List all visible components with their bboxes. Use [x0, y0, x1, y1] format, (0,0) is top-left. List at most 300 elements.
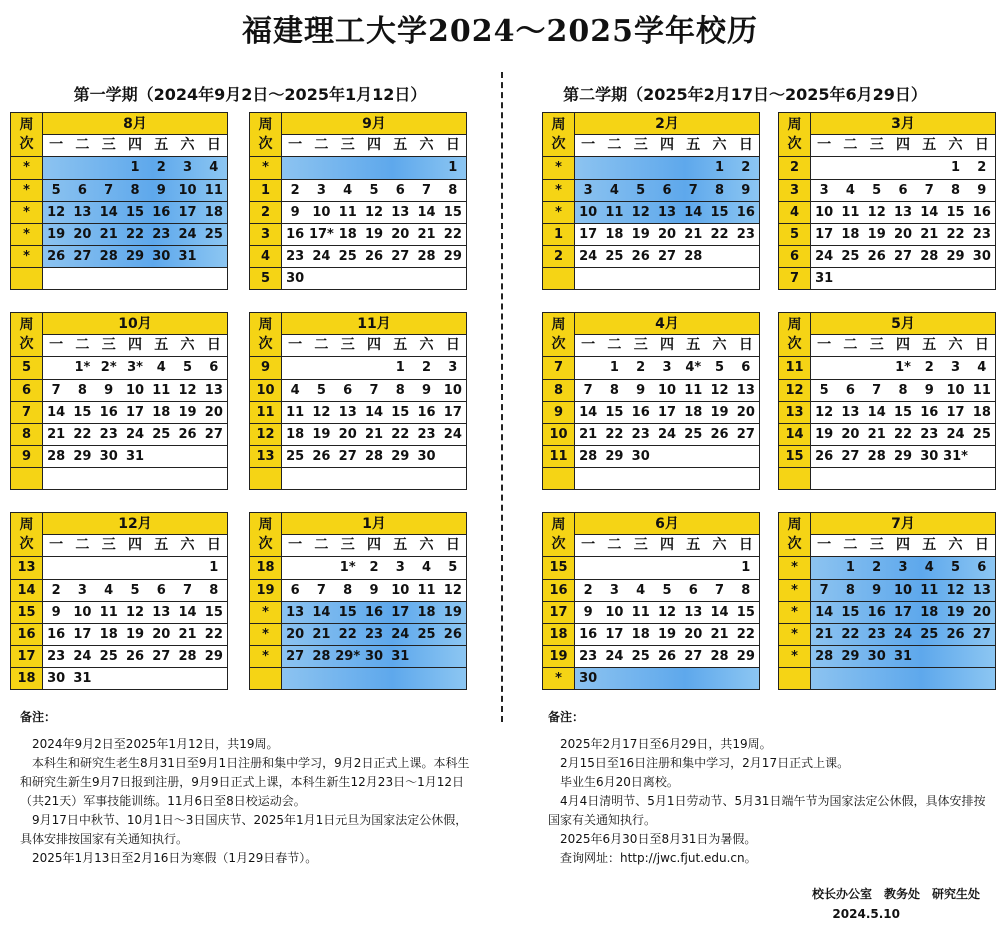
day-cell: 26 [312, 449, 331, 464]
month-calendar [10, 312, 228, 490]
day-cell: 10 [73, 605, 92, 620]
day-cell: 11 [417, 583, 436, 598]
week-row [779, 357, 995, 379]
day-cell: 14 [364, 405, 384, 420]
week-number: 12 [779, 380, 811, 401]
semester-2-title: 第二学期（2025年2月17日～2025年6月29日） [563, 85, 927, 104]
day-cell [837, 357, 863, 379]
week-number: 17 [11, 646, 43, 667]
day-cell: 27 [286, 649, 305, 664]
day-cell: 28 [867, 449, 886, 464]
day-cell: 29 [736, 649, 755, 664]
week-number: 15 [543, 557, 575, 579]
day-cell: 28 [312, 649, 331, 664]
day-cell: 3 [951, 360, 961, 375]
day-cell: 5 [872, 183, 882, 198]
week-row [250, 445, 466, 467]
day-cell: 4 [609, 183, 619, 198]
week-row [250, 401, 466, 423]
weekday-name: 六 [948, 137, 963, 153]
day-cell: 5 [316, 383, 326, 398]
day-cell: 13 [391, 205, 410, 220]
day-cell: 30 [920, 449, 939, 464]
day-cell: 1* [895, 360, 911, 375]
day-cell: 23 [47, 649, 66, 664]
weekday-name: 一 [288, 537, 303, 553]
day-cell: 10 [579, 205, 598, 220]
day-cell [733, 246, 759, 267]
day-cell: 11 [99, 605, 118, 620]
day-cell: 5 [819, 383, 829, 398]
day-cell: 9 [583, 605, 593, 620]
day-cell [942, 268, 968, 289]
weekday-name: 一 [581, 137, 596, 153]
day-cell: 8 [130, 183, 140, 198]
day-cell: 3 [609, 583, 619, 598]
weekday-name: 一 [817, 337, 832, 353]
weekday-name: 二 [314, 137, 329, 153]
day-cell: 18 [972, 405, 991, 420]
week-number-label [11, 113, 43, 156]
day-cell [148, 268, 174, 289]
day-cell: 14 [920, 205, 939, 220]
weekday-name: 四 [127, 137, 142, 153]
day-cell: 25 [152, 427, 171, 442]
day-cell: 19 [657, 627, 677, 642]
day-cell: 3* [127, 360, 143, 375]
day-cell: 9 [156, 183, 166, 198]
day-cell: 24 [893, 627, 913, 642]
day-cell: 20 [657, 227, 677, 242]
day-cell [282, 668, 308, 689]
week-row [250, 179, 466, 201]
day-cell: 25 [286, 449, 305, 464]
day-cell: 3 [898, 560, 908, 575]
week-row [11, 667, 227, 689]
day-cell [361, 468, 387, 489]
week-row [543, 557, 759, 579]
day-cell [811, 557, 837, 579]
weekday-name: 一 [49, 537, 64, 553]
week-row [11, 179, 227, 201]
day-cell: 6 [662, 183, 672, 198]
day-cell: 18 [841, 227, 860, 242]
day-cell: 31 [391, 649, 410, 664]
day-cell: 21 [815, 627, 834, 642]
day-cell: 27 [73, 249, 92, 264]
day-cell: 28 [684, 249, 703, 264]
day-cell: 28 [710, 649, 729, 664]
day-cell [335, 268, 361, 289]
week-number: * [11, 180, 43, 201]
month-calendar [249, 512, 467, 690]
day-cell: 12 [815, 405, 834, 420]
weekday-name: 三 [633, 137, 648, 153]
day-cell: 12 [125, 605, 145, 620]
week-row [543, 601, 759, 623]
weekday-header [43, 335, 227, 356]
week-number-label [779, 513, 811, 556]
day-cell: 31 [893, 649, 913, 664]
week-row [779, 201, 995, 223]
day-cell: 14 [684, 205, 703, 220]
day-cell: 7 [104, 183, 114, 198]
week-number: * [250, 602, 282, 623]
day-cell: 5 [369, 183, 379, 198]
day-cell: 6 [845, 383, 855, 398]
week-number [779, 468, 811, 489]
weekday-name: 日 [206, 337, 221, 353]
day-cell [96, 157, 122, 179]
week-row [543, 357, 759, 379]
day-cell: 11 [631, 605, 650, 620]
day-cell: 8 [609, 383, 619, 398]
day-cell: 24 [946, 427, 965, 442]
weekday-name: 六 [712, 137, 727, 153]
day-cell: 7 [688, 183, 698, 198]
note-paragraph: 毕业生6月20日离校。 [560, 775, 679, 789]
day-cell: 29 [443, 249, 462, 264]
weekday-name: 三 [101, 337, 116, 353]
day-cell: 4 [977, 360, 987, 375]
day-cell: 26 [178, 427, 197, 442]
day-cell: 24 [443, 427, 462, 442]
day-cell: 13 [338, 405, 357, 420]
week-label-char: 次 [551, 535, 566, 552]
day-cell: 25 [99, 649, 118, 664]
day-cell: 21 [99, 227, 118, 242]
day-cell: 28 [920, 249, 939, 264]
month-header [779, 113, 995, 157]
day-cell: 23 [972, 227, 991, 242]
day-cell: 8 [845, 583, 855, 598]
week-row [779, 467, 995, 489]
month-header [543, 313, 759, 357]
week-label-char: 周 [258, 116, 273, 133]
day-cell [201, 446, 227, 467]
day-cell: 5 [130, 583, 140, 598]
month-calendar [249, 312, 467, 490]
month-header [250, 113, 466, 157]
week-label-char: 次 [19, 535, 34, 552]
day-cell: 14 [815, 605, 834, 620]
day-cell [864, 157, 890, 179]
weekday-name: 六 [948, 537, 963, 553]
day-cell: 15 [73, 405, 92, 420]
day-cell: 1 [130, 160, 140, 175]
week-number: 5 [250, 268, 282, 289]
day-cell: 21 [867, 427, 886, 442]
day-cell: 17 [391, 605, 410, 620]
day-cell [811, 668, 837, 689]
week-number: 9 [543, 402, 575, 423]
month-name: 7月 [811, 513, 995, 535]
weekday-name: 五 [686, 337, 701, 353]
day-cell: 14 [867, 405, 886, 420]
day-cell [96, 268, 122, 289]
weekday-name: 日 [738, 537, 753, 553]
weekday-name: 六 [180, 137, 195, 153]
day-cell: 12 [946, 583, 965, 598]
day-cell: 25 [841, 249, 860, 264]
day-cell [201, 468, 227, 489]
day-cell: 22 [736, 627, 755, 642]
day-cell: 30 [47, 671, 66, 686]
day-cell: 24 [178, 227, 197, 242]
week-number: * [779, 624, 811, 645]
day-cell [387, 157, 413, 179]
day-cell: 11 [152, 383, 171, 398]
day-cell [628, 468, 654, 489]
semester-divider [501, 72, 503, 722]
day-cell: 23 [736, 227, 755, 242]
day-cell [601, 668, 627, 689]
day-cell: 8 [715, 183, 725, 198]
day-cell [282, 357, 308, 379]
weekday-name: 日 [206, 137, 221, 153]
day-cell: 26 [443, 627, 462, 642]
weekday-name: 五 [393, 537, 408, 553]
day-cell [680, 446, 706, 467]
week-number [543, 268, 575, 289]
day-cell: 9 [872, 583, 882, 598]
weekday-name: 六 [948, 337, 963, 353]
day-cell: 17 [893, 605, 913, 620]
day-cell: 2 [583, 583, 593, 598]
day-cell [69, 557, 95, 579]
week-number: 14 [11, 580, 43, 601]
day-cell: 13 [286, 605, 305, 620]
day-cell [706, 446, 732, 467]
day-cell: 21 [920, 227, 939, 242]
weekday-name: 六 [712, 537, 727, 553]
week-number [11, 468, 43, 489]
day-cell: 1 [845, 560, 855, 575]
day-cell: 25 [631, 649, 650, 664]
weekday-name: 四 [366, 137, 381, 153]
day-cell: 24 [815, 249, 834, 264]
day-cell: 22 [710, 227, 729, 242]
day-cell [706, 668, 732, 689]
weekday-name: 一 [581, 537, 596, 553]
week-row [543, 223, 759, 245]
day-cell [440, 446, 466, 467]
day-cell: 2 [51, 583, 61, 598]
month-header [250, 513, 466, 557]
day-cell: 2 [290, 183, 300, 198]
week-number: 4 [779, 202, 811, 223]
weekday-name: 三 [869, 337, 884, 353]
note-paragraph: 2月15日至16日注册和集中学习，2月17日正式上课。 [560, 756, 850, 770]
day-cell: 1 [448, 160, 458, 175]
day-cell: 13 [204, 383, 223, 398]
day-cell [942, 468, 968, 489]
day-cell: 7 [316, 583, 326, 598]
day-cell [440, 268, 466, 289]
day-cell [122, 557, 148, 579]
day-cell: 10 [178, 183, 197, 198]
day-cell: 28 [417, 249, 436, 264]
day-cell [916, 646, 942, 667]
day-cell [335, 468, 361, 489]
week-row [779, 623, 995, 645]
week-label-char: 次 [258, 335, 273, 352]
day-cell [890, 157, 916, 179]
day-cell: 29 [946, 249, 965, 264]
weekday-header [282, 335, 466, 356]
weekday-name: 二 [607, 137, 622, 153]
day-cell [916, 268, 942, 289]
week-row [11, 579, 227, 601]
day-cell: 23 [152, 227, 171, 242]
day-cell [43, 357, 69, 379]
day-cell: 13 [657, 205, 677, 220]
week-number: 2 [779, 157, 811, 179]
day-cell: 27 [391, 249, 410, 264]
day-cell: 8 [448, 183, 458, 198]
week-number-label [543, 313, 575, 356]
day-cell: 17 [125, 405, 145, 420]
day-cell: 8 [77, 383, 87, 398]
weekday-name: 二 [607, 337, 622, 353]
day-cell [628, 557, 654, 579]
weekday-name: 五 [686, 137, 701, 153]
week-row [250, 579, 466, 601]
week-number: * [11, 224, 43, 245]
day-cell: 8 [898, 383, 908, 398]
weekday-name: 三 [340, 537, 355, 553]
day-cell: 15 [841, 605, 860, 620]
day-cell [174, 468, 200, 489]
day-cell: 8 [951, 183, 961, 198]
day-cell: 3 [183, 160, 193, 175]
day-cell: 16 [631, 405, 650, 420]
day-cell [361, 268, 387, 289]
day-cell [440, 468, 466, 489]
weekday-name: 日 [206, 537, 221, 553]
day-cell: 6 [395, 183, 405, 198]
day-cell: 20 [204, 405, 223, 420]
day-cell: 9 [290, 205, 300, 220]
day-cell [148, 668, 174, 689]
day-cell: 10 [657, 383, 677, 398]
week-row [11, 223, 227, 245]
week-number: 10 [250, 380, 282, 401]
weekday-name: 日 [738, 137, 753, 153]
day-cell: 16 [47, 627, 66, 642]
week-row [543, 667, 759, 689]
week-number: * [250, 646, 282, 667]
weekday-name: 三 [633, 337, 648, 353]
week-number: 2 [250, 202, 282, 223]
day-cell [575, 468, 601, 489]
day-cell: 23 [920, 427, 939, 442]
week-number: 11 [543, 446, 575, 467]
weekday-name: 五 [393, 337, 408, 353]
weekday-name: 一 [288, 337, 303, 353]
week-number: 15 [11, 602, 43, 623]
day-cell: 24 [391, 627, 410, 642]
day-cell: 6 [898, 183, 908, 198]
week-label-char: 次 [19, 135, 34, 152]
day-cell: 15 [736, 605, 755, 620]
week-number: * [11, 157, 43, 179]
day-cell [601, 468, 627, 489]
day-cell: 16 [736, 205, 755, 220]
day-cell: 4 [422, 560, 432, 575]
week-number [543, 468, 575, 489]
day-cell: 16 [364, 605, 384, 620]
weekday-header [43, 535, 227, 556]
week-number: * [543, 180, 575, 201]
day-cell: 29* [335, 649, 361, 664]
day-cell: 23 [286, 249, 305, 264]
day-cell [942, 646, 968, 667]
day-cell: 21 [312, 627, 331, 642]
day-cell: 25 [684, 427, 703, 442]
weekday-name: 六 [419, 537, 434, 553]
weekday-name: 一 [817, 537, 832, 553]
week-row [779, 401, 995, 423]
day-cell: 11 [338, 205, 357, 220]
day-cell [601, 157, 627, 179]
weekday-header [575, 135, 759, 156]
day-cell: 2 [422, 360, 432, 375]
day-cell: 19 [178, 405, 197, 420]
week-number: * [543, 202, 575, 223]
day-cell: 9 [422, 383, 432, 398]
day-cell: 10 [391, 583, 410, 598]
month-name: 3月 [811, 113, 995, 135]
day-cell: 5 [951, 560, 961, 575]
day-cell [122, 468, 148, 489]
day-cell: 7 [183, 583, 193, 598]
weekday-name: 日 [974, 337, 989, 353]
weekday-name: 日 [445, 137, 460, 153]
weekday-name: 一 [49, 137, 64, 153]
week-row [779, 667, 995, 689]
day-cell: 9 [977, 183, 987, 198]
month-calendar [249, 112, 467, 290]
day-cell: 26 [364, 249, 384, 264]
day-cell: 21 [364, 427, 384, 442]
day-cell: 22 [73, 427, 92, 442]
day-cell [361, 668, 387, 689]
week-row [779, 267, 995, 289]
day-cell [413, 268, 439, 289]
day-cell [706, 557, 732, 579]
week-number: * [11, 246, 43, 267]
day-cell: 1* [339, 560, 356, 575]
week-label-char: 次 [787, 535, 802, 552]
week-row [779, 645, 995, 667]
notes-semester-1 [20, 708, 475, 868]
weekday-name: 五 [154, 537, 169, 553]
day-cell: 23 [631, 427, 650, 442]
note-paragraph: 4月4日清明节、5月1日劳动节、5月31日端午节为国家法定公休假，具体安排按国家有关通知执行。 [548, 794, 986, 827]
weekday-name: 一 [581, 337, 596, 353]
week-row [11, 423, 227, 445]
weekday-name: 四 [366, 337, 381, 353]
day-cell [174, 268, 200, 289]
day-cell [601, 268, 627, 289]
month-name: 4月 [575, 313, 759, 335]
day-cell [733, 446, 759, 467]
month-header [779, 313, 995, 357]
day-cell [654, 557, 680, 579]
day-cell: 3 [77, 583, 87, 598]
day-cell: 21 [710, 627, 729, 642]
